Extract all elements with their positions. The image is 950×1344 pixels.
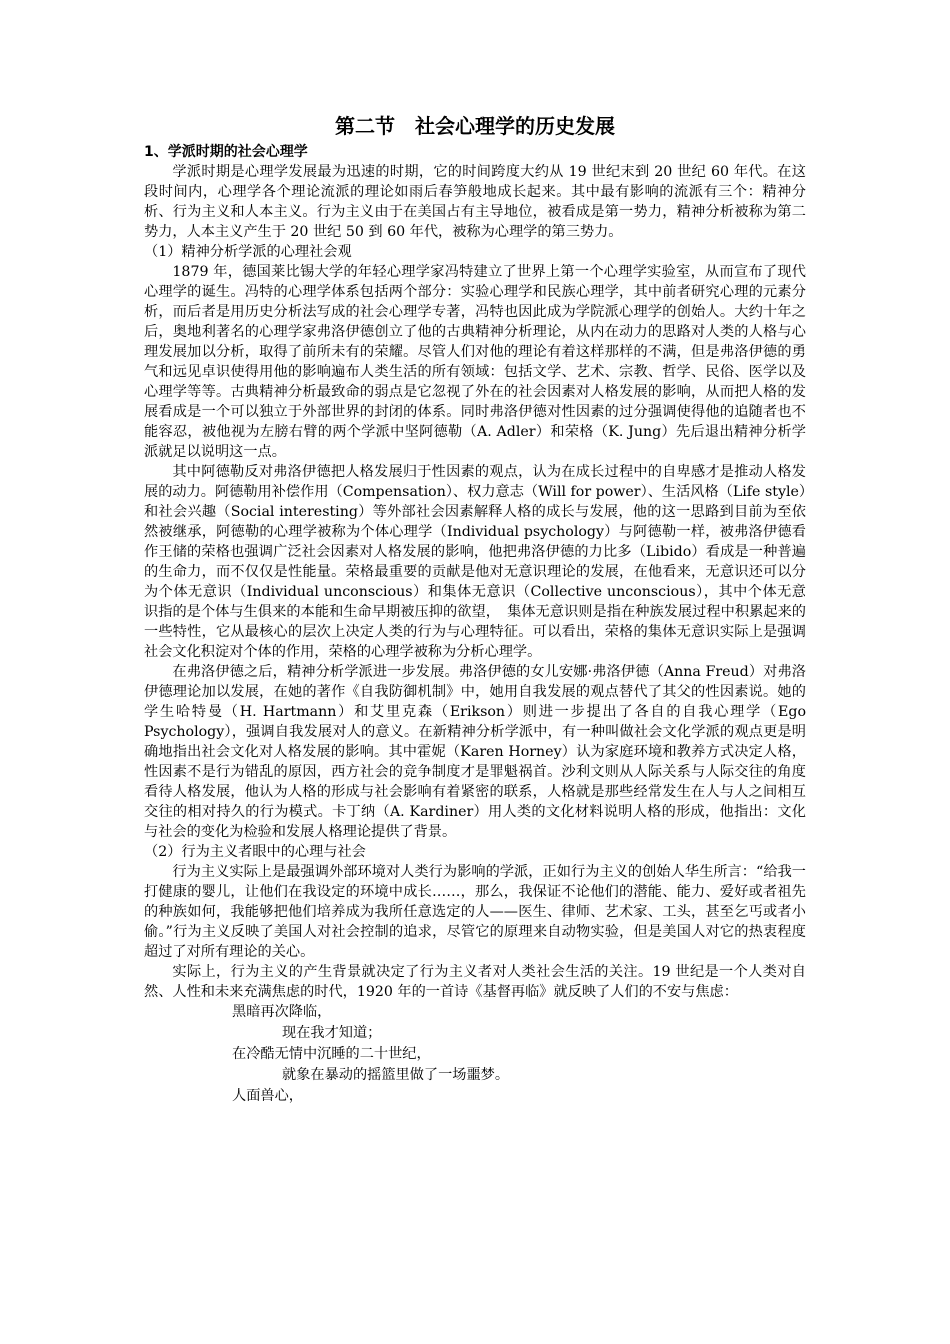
poem-line: 现在我才知道； — [282, 1025, 382, 1041]
paragraph: 行为主义实际上是最强调外部环境对人类行为影响的学派，正如行为主义的创始人华生所言：“给我一打健康的婴儿，让他们在我设定的环境中成长……，那么，我保证不论他们的潜能、能力、爱好或者祖先的种族如何，我能够把他们培养成为我所任意选定的人——医生、律师、艺术家、工头，甚至乞丐或者小偷。”行为主义反映了美国人对社会控制的追求，尽管它的原理来自动物实验，但是美国人对它的热衷程度超过了对所有理论的关心。 — [144, 864, 806, 960]
paragraph: 在弗洛伊德之后，精神分析学派进一步发展。弗洛伊德的女儿安娜·弗洛伊德（Anna Freud）对弗洛伊德理论加以发展，在她的著作《自我防御机制》中，她用自我发展的观点替代了其父的性因素说。她的学生哈特曼（H. Hartmann）和艾里克森（Erikson）则进一步提出了各自的自我心理学（Ego Psychology），强调自我发展对人的意义。在新精神分析学派中，有一种叫做社会文化学派的观点更是明确地指出社会文化对人格发展的影响。其中霍妮（Karen Horney）认为家庭环境和教养方式决定人格，性因素不是行为错乱的原因，西方社会的竞争制度才是罪魁祸首。沙利文则从人际关系与人际交往的角度看待人格发展，他认为人格的形成与社会影响有着紧密的联系，人格就是那些经常发生在人与人之间相互交往的相对持久的行为模式。卡丁纳（A. Kardiner）用人类的文化材料说明人格的形成，他指出：文化与社会的变化为检验和发展人格理论提供了背景。 — [144, 664, 806, 840]
paragraph: 1879 年，德国莱比锡大学的年轻心理学家冯特建立了世界上第一个心理学实验室，从而宣布了现代心理学的诞生。冯特的心理学体系包括两个部分：实验心理学和民族心理学，其中前者研究心理的元素分析，而后者是用历史分析法写成的社会心理学专著，冯特也因此成为学院派心理学的创始人。大约十年之后，奥地利著名的心理学家弗洛伊德创立了他的古典精神分析理论，从内在动力的思路对人类的人格与心理发展加以分析，取得了前所未有的荣耀。尽管人们对他的理论有着这样那样的不满，但是弗洛伊德的勇气和远见卓识使得用他的影响遍布人类生活的所有领域：包括文学、艺术、宗教、哲学、民俗、医学以及心理学等等。古典精神分析最致命的弱点是它忽视了外在的社会因素对人格发展的影响，从而把人格的发展看成是一个可以独立于外部世界的封闭的体系。同时弗洛伊德对性因素的过分强调使得他的追随者也不能容忍，被他视为左膀右臂的两个学派中坚阿德勒（A. Adler）和荣格（K. Jung）先后退出精神分析学派就足以说明这一点。 — [144, 264, 806, 460]
subheading-behaviorism: （2）行为主义者眼中的心理与社会 — [144, 844, 366, 860]
intro-paragraph: 学派时期是心理学发展最为迅速的时期，它的时间跨度大约从 19 世纪末到 20 世纪 60 年代。在这段时间内，心理学各个理论流派的理论如雨后春笋般地成长起来。其中最有影响的流派有三个：精神分析、行为主义和人本主义。行为主义由于在美国占有主导地位，被看成是第一势力，精神分析被称为第二势力，人本主义产生于 20 世纪 50 到 60 年代，被称为心理学的第三势力。 — [144, 164, 806, 240]
subheading-psychoanalysis: （1）精神分析学派的心理社会观 — [144, 244, 352, 260]
poem-line: 黑暗再次降临， — [232, 1004, 332, 1020]
page-title: 第二节 社会心理学的历史发展 — [335, 114, 615, 138]
poem-line: 就象在暴动的摇篮里做了一场噩梦。 — [282, 1067, 510, 1083]
section-heading: 1、学派时期的社会心理学 — [144, 144, 308, 160]
poem-line: 在冷酷无情中沉睡的二十世纪， — [232, 1046, 431, 1062]
poem-line: 人面兽心， — [232, 1088, 303, 1104]
poem-block — [144, 1002, 806, 1107]
paragraph: 其中阿德勒反对弗洛伊德把人格发展归于性因素的观点，认为在成长过程中的自卑感才是推动人格发展的动力。阿德勒用补偿作用（Compensation）、权力意志（Will for power）、生活风格（Life style）和社会兴趣（Social interesting）等外部社会因素解释人格的成长与发展，他的这一思路到目前为至依然被继承，阿德勒的心理学被称为个体心理学（Individual psychology）与阿德勒一样，被弗洛伊德看作王储的荣格也强调广泛社会因素对人格发展的影响，他把弗洛伊德的力比多（Libido）看成是一种普遍的生命力，而不仅仅是性能量。荣格最重要的贡献是他对无意识理论的发展，在他看来，无意识还可以分为个体无意识（Individual unconscious）和集体无意识（Collective unconscious），其中个体无意识指的是个体与生俱来的本能和生命早期被压抑的欲望， 集体无意识则是指在种族发展过程中积累起来的一些特性，它从最核心的层次上决定人类的行为与心理特征。可以看出，荣格的集体无意识实际上是强调社会文化积淀对个体的作用，荣格的心理学被称为分析心理学。 — [144, 464, 806, 660]
document-page — [144, 112, 806, 1107]
paragraph: 实际上，行为主义的产生背景就决定了行为主义者对人类社会生活的关注。19 世纪是一个人类对自然、人性和未来充满焦虑的时代，1920 年的一首诗《基督再临》就反映了人们的不安与焦虑： — [144, 964, 806, 1000]
